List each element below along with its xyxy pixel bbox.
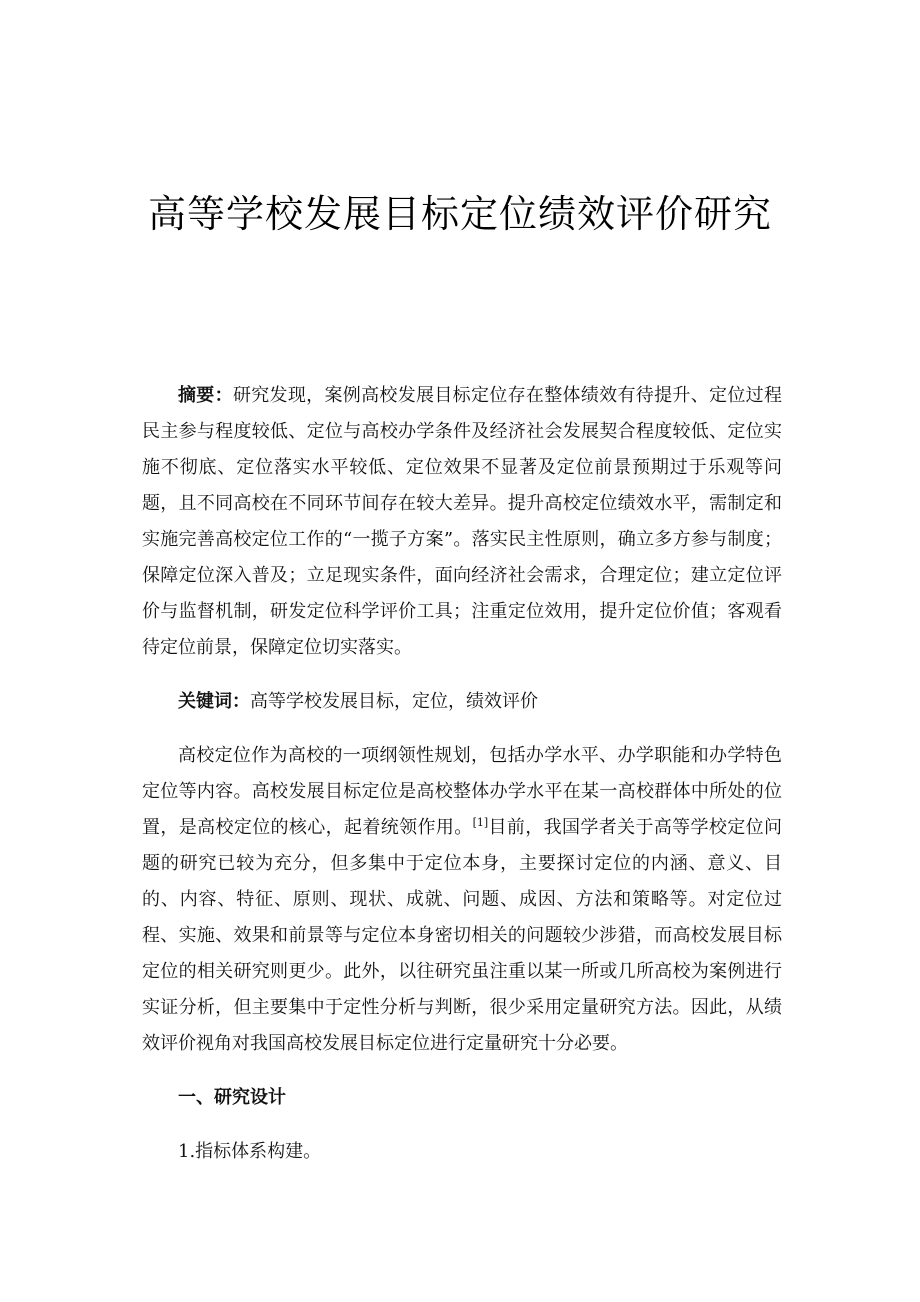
keywords-paragraph — [142, 684, 782, 720]
intro-paragraph — [142, 738, 782, 1062]
subsection-heading: 1.指标体系构建。 — [178, 1141, 322, 1162]
abstract-text: 研究发现，案例高校发展目标定位存在整体绩效有待提升、定位过程民主参与程度较低、定位与高校办学条件及经济社会发展契合程度较低、定位实施不彻底、定位落实水平较低、定位效果不显著及定位前景预期过于乐观等问题，且不同高校在不同环节间存在较大差异。提升高校定位绩效水平，需制定和实施完善高校定位工作的“一揽子方案”。落实民主性原则，确立多方参与制度；保障定位深入普及；立足现实条件，面向经济社会需求，合理定位；建立定位评价与监督机制，研发定位科学评价工具；注重定位效用，提升定位价值；客观看待定位前景，保障定位切实落实。 — [142, 385, 782, 658]
intro-text-part2: 目前，我国学者关于高等学校定位问题的研究已较为充分，但多集中于定位本身，主要探讨定位的内涵、意义、目的、内容、特征、原则、现状、成就、问题、成因、方法和策略等。对定位过程、实施、效果和前景等与定位本身密切相关的问题较少涉猎，而高校发展目标定位的相关研究则更少。此外，以往研究虽注重以某一所或几所高校为案例进行实证分析，但主要集中于定性分析与判断，很少采用定量研究方法。因此，从绩效评价视角对我国高校发展目标定位进行定量研究十分必要。 — [142, 817, 783, 1054]
document-title: 高等学校发展目标定位绩效评价研究 — [147, 192, 772, 236]
abstract-label: 摘要： — [178, 385, 233, 406]
abstract-paragraph — [142, 378, 782, 666]
keywords-text: 高等学校发展目标，定位，绩效评价 — [250, 691, 538, 712]
citation-reference[interactable]: [1] — [472, 816, 489, 829]
keywords-label: 关键词： — [178, 691, 250, 712]
section-heading: 一、研究设计 — [178, 1087, 286, 1108]
intro-text-part1: 高校定位作为高校的一项纲领性规划，包括办学水平、办学职能和办学特色定位等内容。高校发展目标定位是高校整体办学水平在某一高校群体中所处的位置，是高校定位的核心，起着统领作用。 — [142, 745, 782, 838]
